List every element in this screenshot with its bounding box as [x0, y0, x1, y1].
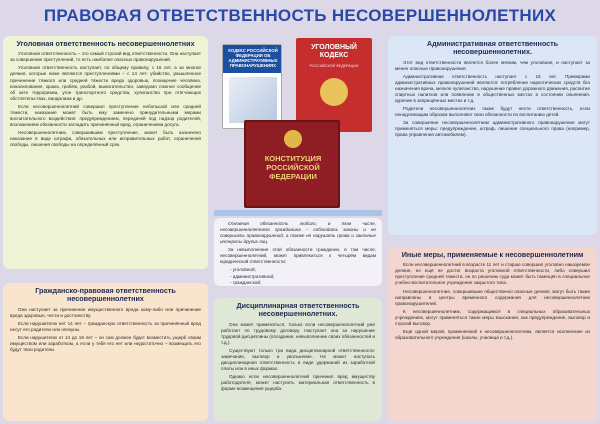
paragraph: Этот вид ответственности является более мягким, чем уголовная, и наступает за менее опасные правонарушения. — [395, 59, 590, 71]
administrative-liability-panel — [388, 36, 597, 235]
paragraph: Уголовная ответственность – это самый строгий вид ответственности. Она наступает за совершение преступлений, то есть наиболее опасных правонарушений. — [10, 51, 201, 63]
paragraph: Уголовная ответственность наступает, по общему правилу, с 16 лет, а за многие деяния, которые ниже являются преступлениями – с 14 лет: убийство, умышленное причинение тяжкого или средней тяжести вреда здоровью, похищение человека, изнасилование, кража, грабёж, разбой, вымогательство, заведомо ложное сообщение об акте терроризма, угон транспортного средства, хулиганство при отягчающих обстоятельствах, вандализм и др. — [10, 65, 201, 101]
liability-types-panel — [214, 218, 382, 286]
criminal-code-subtitle: РОССИЙСКОЙ ФЕДЕРАЦИИ — [309, 64, 359, 68]
constitution-title: КОНСТИТУЦИЯ РОССИЙСКОЙ ФЕДЕРАЦИИ — [264, 154, 322, 181]
book-cover-image — [229, 77, 277, 123]
decorative-strip — [214, 210, 382, 216]
paragraph: К несовершеннолетним, содержащимся в специальных образовательных учреждениях, могут применяться такие меры взыскания, как предупреждение, выговор и строгий выговор. — [395, 308, 590, 326]
list-item: - административной; — [230, 273, 275, 279]
paragraph: Если нарушителю от 14 до 18 лет – он сам должен будет возместить ущерб своим имуществом или заработком, а если у тебя его нет или недостаточно – возмещать его будут твои родители. — [10, 334, 201, 352]
constitution-book — [244, 120, 340, 208]
criminal-liability-heading: Уголовная ответственность несовершеннолетних — [16, 39, 195, 48]
paragraph: Если несовершеннолетний совершил преступление небольшой или средней тяжести, наказание может быть ему заменено принудительными мерами воспитательного воздействия: предупреждением, передачей под надзор родителей, возложением обязанности загладить причинённый вред, ограничением досуга. — [10, 103, 201, 127]
paragraph: Ещё одной мерой, применяемой к несовершеннолетним, является исключение из образовательного учреждения (школы, училища и т.д.). — [395, 328, 590, 340]
disciplinary-liability-panel — [214, 298, 382, 421]
other-measures-heading: Иные меры, применяемые к несовершеннолетним — [401, 250, 584, 259]
law-books-image — [222, 38, 378, 210]
poster-title: ПРАВОВАЯ ОТВЕТСТВЕННОСТЬ НЕСОВЕРШЕННОЛЕТНИХ — [43, 6, 557, 25]
paragraph: Однако если несовершеннолетний причинил вред имуществу работодателя, может наступить материальная ответственность в форме возмещения ущерба. — [221, 374, 375, 392]
paragraph: Она наступает за причинение имущественного вреда кому-либо или причинение вреда здоровью, чести и достоинству. — [10, 306, 201, 318]
criminal-code-title: УГОЛОВНЫЙ КОДЕКС — [311, 44, 357, 60]
paragraph: Она может применяться, только если несовершеннолетний уже работает по трудовому договору. Наступает она за нарушение трудовой дисциплины (опоздание, невыполнение своих обязанностей и т.д.). — [221, 321, 375, 345]
civil-liability-panel — [3, 283, 208, 421]
liability-types-list — [220, 267, 376, 286]
paragraph: Административная ответственность наступает с 16 лет. Примерами административных правонарушений являются: потребление наркотических средств без назначения врача, мелкое хулиганство, нарушение правил дорожного движения, распитие спиртных напитков или появление в общественных местах в состоянии опьянения, курение в запрещённых местах и т.д. — [395, 73, 590, 103]
paragraph: За совершение несовершеннолетним административного правонарушения могут применяться меры: предупреждение, штраф, лишение специального права (например, права управления автомобилем). — [395, 120, 590, 138]
paragraph: Если несовершеннолетний в возрасте 11 лет и старше совершил уголовно наказуемое деяние, но ещё не достиг возраста уголовной ответственности, либо совершил преступление средней тяжести, он по решению суда может быть помещён в специальное учебно-воспитательное учреждение закрытого типа. — [395, 262, 590, 286]
paragraph: Если нарушителю нет 14 лет – гражданскую ответственность за причинённый вред несут его родители или опекуны. — [10, 320, 201, 332]
main-duty-text: Основная обязанность любого, в том числе, несовершеннолетнего гражданина – соблюдать законы и не совершать правонарушений, а также не нарушать права и законные интересы других лиц. — [220, 221, 376, 245]
other-measures-panel — [388, 247, 597, 421]
administrative-liability-heading: Административная ответственность несовершеннолетних. — [426, 39, 559, 57]
paragraph: Существуют только три вида дисциплинарной ответственности: замечание, выговор и увольнение. Не может наступать дисциплинарная ответственность в виде удержаний из заработной платы или в иных формах. — [221, 347, 375, 371]
paragraph: Родители несовершеннолетних также будут нести ответственность, если ненадлежащим образом выполняют свои обязанности по воспитанию детей. — [395, 106, 590, 118]
civil-liability-heading: Гражданско-правовая ответственность несовершеннолетних — [35, 286, 176, 304]
emblem-icon — [320, 78, 348, 106]
paragraph: Несовершеннолетним, совершившим преступление, может быть назначено наказание в виде штрафа, обязательных или исправительных работ, ограничения свободы, лишения свободы на определённый срок. — [10, 130, 201, 148]
admin-code-book — [222, 44, 282, 129]
admin-code-title: КОДЕКС РОССИЙСКОЙ ФЕДЕРАЦИИ ОБ АДМИНИСТРАТИВНЫХ ПРАВОНАРУШЕНИЯХ — [228, 48, 278, 69]
list-item: - уголовной; — [230, 267, 256, 273]
coat-of-arms-icon — [284, 130, 302, 148]
criminal-code-book — [296, 38, 372, 132]
paragraph: Несовершеннолетние, совершившие общественно опасные деяния, могут быть также направлены в центры временного содержания для несовершеннолетних правонарушителей. — [395, 288, 590, 306]
list-item: - гражданской; — [230, 279, 262, 285]
disciplinary-liability-heading: Дисциплинарная ответственность несовершеннолетних. — [236, 301, 360, 319]
paragraph: За невыполнение этой обязанности гражданин, в том числе, несовершеннолетний, может привлекаться к четырём видам юридической ответственности: — [220, 247, 376, 265]
criminal-liability-panel — [3, 36, 208, 269]
